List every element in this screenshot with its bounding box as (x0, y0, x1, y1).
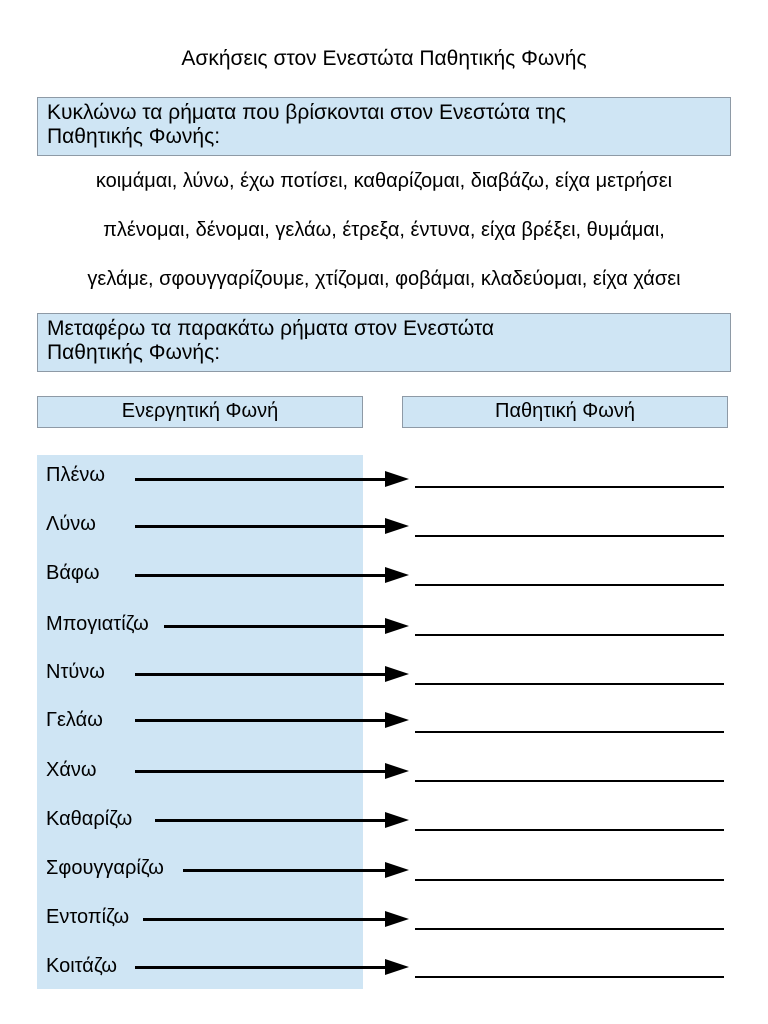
arrow-icon (155, 819, 385, 822)
answer-line[interactable] (415, 829, 724, 831)
answer-line[interactable] (415, 928, 724, 930)
verb-label: Πλένω (46, 464, 105, 486)
arrow-icon (164, 625, 385, 628)
verb-label: Καθαρίζω (46, 808, 133, 830)
task1-instructions (37, 97, 731, 156)
task2-instructions (37, 313, 731, 372)
word-line-1: κοιμάμαι, λύνω, έχω ποτίσει, καθαρίζομαι, διαβάζω, είχα μετρήσει (95, 170, 673, 192)
task1-line2: Παθητικής Φωνής: (47, 125, 221, 148)
arrow-icon (135, 719, 385, 722)
arrow-icon (135, 966, 385, 969)
page-title: Ασκήσεις στον Ενεστώτα Παθητικής Φωνής (181, 47, 587, 70)
task2-line1: Μεταφέρω τα παρακάτω ρήματα στον Ενεστώτα (47, 317, 495, 340)
verb-label: Βάφω (46, 562, 100, 584)
verb-label: Εντοπίζω (46, 906, 130, 928)
arrow-icon (135, 525, 385, 528)
arrow-icon (135, 770, 385, 773)
arrow-icon (135, 478, 385, 481)
active-voice-header: Ενεργητική Φωνή (37, 396, 363, 428)
verb-label: Σφουγγαρίζω (46, 857, 164, 879)
arrow-icon (135, 673, 385, 676)
arrow-icon (135, 574, 385, 577)
verb-label: Μπογιατίζω (46, 613, 149, 635)
answer-line[interactable] (415, 486, 724, 488)
answer-line[interactable] (415, 780, 724, 782)
verb-label: Χάνω (46, 759, 97, 781)
answer-line[interactable] (415, 976, 724, 978)
arrow-icon (143, 918, 385, 921)
answer-line[interactable] (415, 584, 724, 586)
task1-line1: Κυκλώνω τα ρήματα που βρίσκονται στον Ενεστώτα της (47, 101, 566, 124)
task2-line2: Παθητικής Φωνής: (47, 341, 221, 364)
answer-line[interactable] (415, 535, 724, 537)
arrow-icon (183, 869, 385, 872)
answer-line[interactable] (415, 731, 724, 733)
answer-line[interactable] (415, 683, 724, 685)
verb-label: Κοιτάζω (46, 955, 117, 977)
word-line-3: γελάμε, σφουγγαρίζουμε, χτίζομαι, φοβάμαι, κλαδεύομαι, είχα χάσει (87, 268, 681, 290)
answer-line[interactable] (415, 634, 724, 636)
word-line-2: πλένομαι, δένομαι, γελάω, έτρεξα, έντυνα, είχα βρέξει, θυμάμαι, (103, 219, 665, 241)
verb-label: Ντύνω (46, 661, 105, 683)
answer-line[interactable] (415, 879, 724, 881)
verb-label: Γελάω (46, 709, 103, 731)
verb-label: Λύνω (46, 513, 96, 535)
passive-voice-header: Παθητική Φωνή (402, 396, 728, 428)
